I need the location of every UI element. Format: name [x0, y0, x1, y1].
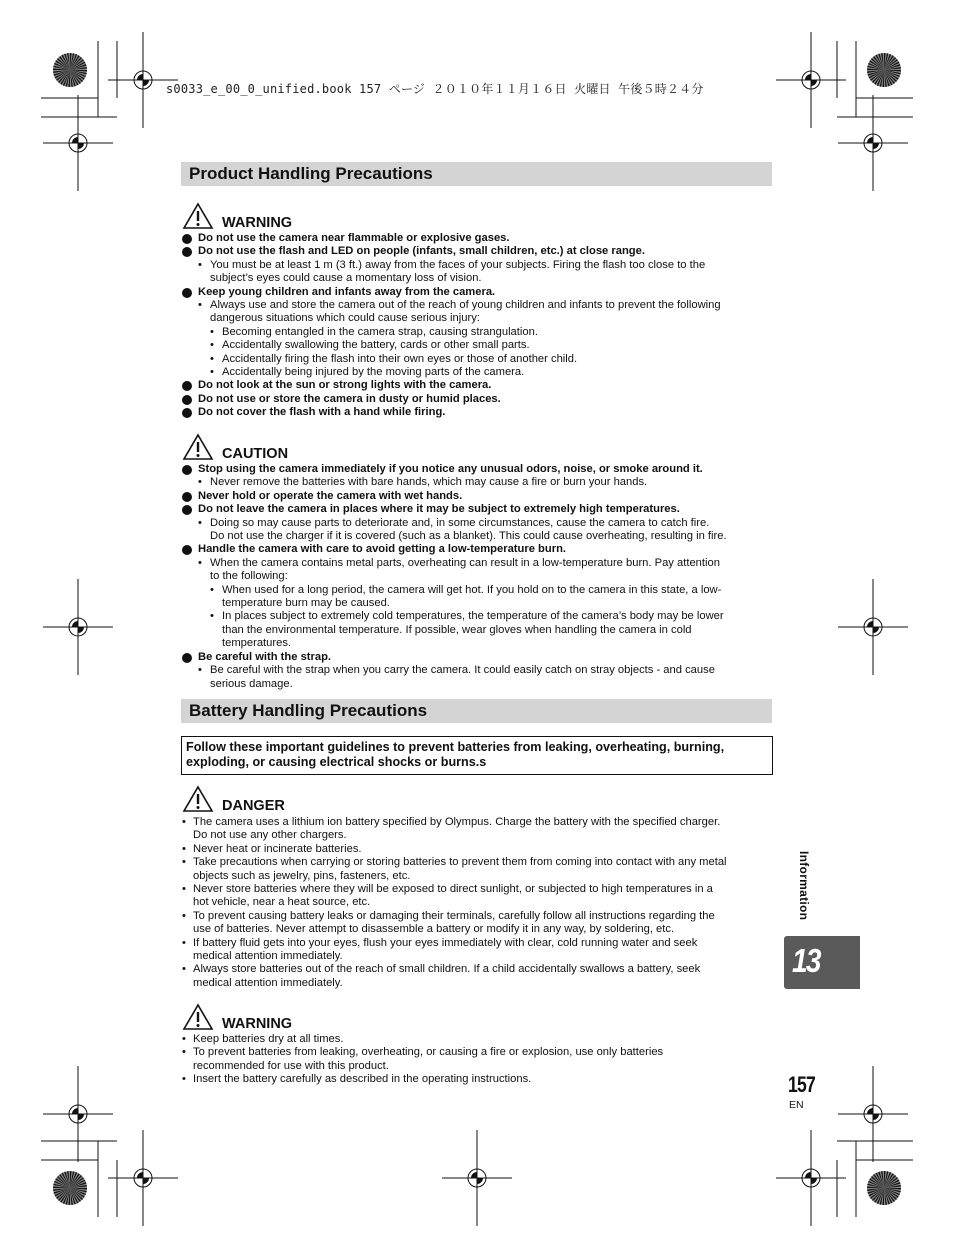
list-item: Never hold or operate the camera with wet hands.: [182, 490, 774, 503]
registration-crosshair-icon: [838, 579, 908, 675]
list-item: serious damage.: [210, 677, 293, 690]
list-item: Handle the camera with care to avoid getting a low-temperature burn.: [182, 543, 774, 556]
product-section-title: Product Handling Precautions: [189, 164, 433, 183]
product-caution-list: [182, 463, 774, 691]
starburst-mark-icon: [867, 53, 901, 87]
list-item: medical attention immediately.: [193, 950, 343, 963]
notice-line: exploding, or causing electrical shocks or burns.s: [186, 755, 487, 769]
starburst-mark-icon: [53, 1171, 87, 1205]
battery-section-title: Battery Handling Precautions: [189, 701, 428, 720]
battery-warning-list: [182, 1033, 774, 1087]
list-item: Do not leave the camera in places where it may be subject to extremely high temperatures.: [182, 503, 774, 516]
warning-triangle-icon: [182, 202, 214, 230]
list-item: • The camera uses a lithium ion battery specified by Olympus. Charge the battery with the specified charger.: [182, 816, 774, 829]
list-item: Do not use the flash and LED on people (infants, small children, etc.) at close range.: [182, 245, 774, 258]
list-item: subject’s eyes could cause a momentary loss of vision.: [210, 272, 482, 285]
list-item: • Take precautions when carrying or storing batteries to prevent them from coming into contact with any metal: [182, 856, 774, 869]
list-item: Do not use any other chargers.: [193, 829, 347, 842]
list-item: • In places subject to extremely cold temperatures, the temperature of the camera’s body may be lower: [182, 610, 774, 623]
list-item: • Insert the battery carefully as described in the operating instructions.: [182, 1073, 774, 1086]
list-item: Stop using the camera immediately if you notice any unusual odors, noise, or smoke around it.: [182, 463, 774, 476]
chapter-tab: [784, 936, 860, 989]
page-language: EN: [789, 1099, 804, 1111]
section-side-label: Information: [797, 851, 811, 921]
registration-crosshair-icon: [838, 95, 908, 191]
danger-triangle-icon: [182, 785, 214, 813]
list-item: objects such as jewelry, pins, fasteners, etc.: [193, 869, 411, 882]
registration-crosshair-icon: [776, 1130, 846, 1226]
starburst-mark-icon: [53, 53, 87, 87]
warning-label: WARNING: [222, 1016, 293, 1032]
list-item: than the environmental temperature. If possible, wear gloves when handling the camera in cold: [222, 623, 692, 636]
list-item: • Never store batteries where they will be exposed to direct sunlight, or subjected to high temperatures in a: [182, 883, 774, 896]
list-item: Do not look at the sun or strong lights with the camera.: [182, 379, 774, 392]
list-item: temperatures.: [222, 637, 292, 650]
list-item: hot vehicle, near a heat source, etc.: [193, 896, 371, 909]
registration-crosshair-icon: [43, 579, 113, 675]
chapter-number: 13: [792, 942, 820, 979]
battery-danger-list: [182, 816, 774, 990]
list-item: to the following:: [210, 570, 288, 583]
list-item: Keep young children and infants away from the camera.: [182, 286, 774, 299]
registration-crosshair-icon: [43, 95, 113, 191]
list-item: medical attention immediately.: [193, 976, 343, 989]
list-item: • To prevent causing battery leaks or damaging their terminals, carefully follow all instructions regarding the: [182, 910, 774, 923]
registration-crosshair-icon: [43, 1066, 113, 1162]
list-item: • Always store batteries out of the reach of small children. If a child accidentally swallows a battery, seek: [182, 963, 774, 976]
list-item: • Always use and store the camera out of the reach of young children and infants to prevent the following: [182, 299, 774, 312]
list-item: • To prevent batteries from leaking, overheating, or causing a fire or explosion, use only batteries: [182, 1046, 774, 1059]
product-warning-list: [182, 232, 774, 420]
list-item: use of batteries. Never attempt to disassemble a battery or modify it in any way, by soldering, etc.: [193, 923, 675, 936]
registration-crosshair-icon: [108, 1130, 178, 1226]
list-item: Do not use or store the camera in dusty or humid places.: [182, 393, 774, 406]
warning-triangle-icon: [182, 1003, 214, 1031]
list-item: • Becoming entangled in the camera strap, causing strangulation.: [182, 326, 774, 339]
list-item: recommended for use with this product.: [193, 1059, 389, 1072]
warning-label: WARNING: [222, 215, 293, 231]
list-item: Do not use the camera near flammable or explosive gases.: [182, 232, 774, 245]
list-item: • If battery fluid gets into your eyes, flush your eyes immediately with clear, cold running water and seek: [182, 937, 774, 950]
list-item: • Never heat or incinerate batteries.: [182, 843, 774, 856]
danger-label: DANGER: [222, 798, 285, 814]
product-section-bar: [181, 162, 772, 186]
list-item: temperature burn may be caused.: [222, 597, 390, 610]
list-item: • When used for a long period, the camera will get hot. If you hold on to the camera in this state, a low-: [182, 584, 774, 597]
page-number: 157: [788, 1072, 815, 1097]
list-item: • Accidentally swallowing the battery, cards or other small parts.: [182, 339, 774, 352]
starburst-mark-icon: [867, 1171, 901, 1205]
registration-crosshair-icon: [776, 32, 846, 128]
list-item: Be careful with the strap.: [182, 651, 774, 664]
battery-notice-box: [181, 736, 773, 775]
caution-label: CAUTION: [222, 446, 289, 462]
list-item: • You must be at least 1 m (3 ft.) away from the faces of your subjects. Firing the flash too close to the: [182, 259, 774, 272]
list-item: • When the camera contains metal parts, overheating can result in a low-temperature burn. Pay attention: [182, 557, 774, 570]
battery-section-bar: [181, 699, 772, 723]
list-item: • Accidentally being injured by the moving parts of the camera.: [182, 366, 774, 379]
list-item: • Accidentally firing the flash into their own eyes or those of another child.: [182, 353, 774, 366]
notice-line: Follow these important guidelines to prevent batteries from leaking, overheating, burning,: [186, 740, 725, 754]
list-item: Do not use the charger if it is covered (such as a blanket). This could cause overheating, resulting in fire.: [210, 530, 727, 543]
file-header: s0033_e_00_0_unified.book 157 ページ ２０１０年１１月１６日 火曜日 午後５時２４分: [166, 82, 704, 96]
registration-crosshair-icon: [838, 1066, 908, 1162]
list-item: • Never remove the batteries with bare hands, which may cause a fire or burn your hands.: [182, 476, 774, 489]
list-item: • Keep batteries dry at all times.: [182, 1033, 774, 1046]
caution-triangle-icon: [182, 433, 214, 461]
list-item: • Doing so may cause parts to deteriorate and, in some circumstances, cause the camera to catch fire.: [182, 517, 774, 530]
list-item: dangerous situations which could cause serious injury:: [210, 312, 480, 325]
registration-crosshair-icon: [442, 1130, 512, 1226]
list-item: Do not cover the flash with a hand while firing.: [182, 406, 774, 419]
list-item: • Be careful with the strap when you carry the camera. It could easily catch on stray objects - and cause: [182, 664, 774, 677]
